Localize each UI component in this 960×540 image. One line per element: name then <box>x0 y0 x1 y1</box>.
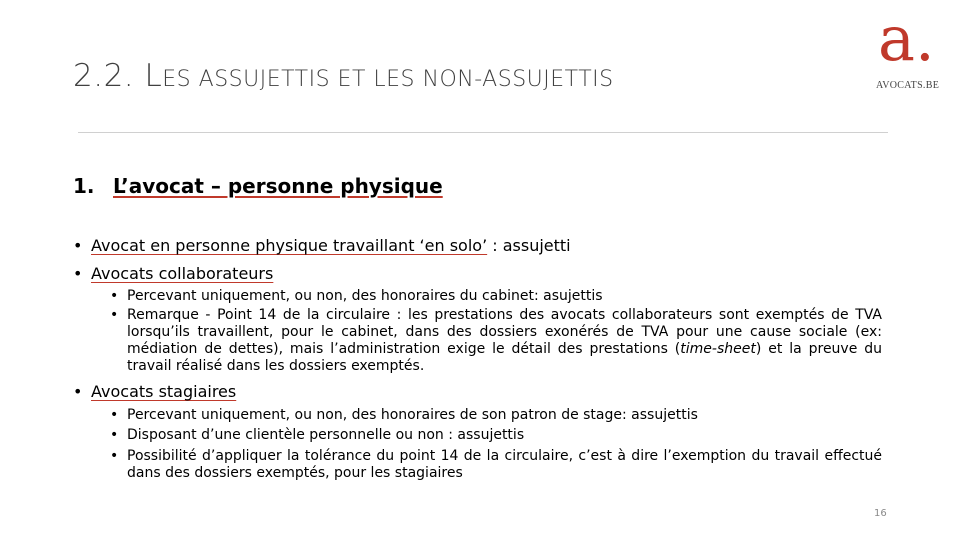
sub-bullet-stag-clientele <box>110 427 882 444</box>
logo-text: AVOCATS.BE <box>876 80 940 91</box>
heading-text: L’avocat – personne physique <box>113 174 443 198</box>
title-rest: ES ASSUJETTIS ET LES NON-ASSUJETTIS <box>162 67 614 92</box>
remarque-part1: Remarque - Point 14 de la circulaire : les prestations des avocats collaborateurs sont exemptés de TVA lorsqu’ils travaillent, pour le cabinet, dans des dossiers exonérés de TVA pour une cause sociale (ex: médiation de dettes), mais l’administration exige le détail des prestations ( <box>127 307 882 357</box>
bullet-stagiaires <box>73 382 236 401</box>
sub-bullet-collab-honoraires <box>110 288 882 305</box>
bullet-mark: • <box>73 382 83 401</box>
bullet-mark: • <box>73 236 83 255</box>
bullet-avocat-solo <box>73 236 571 255</box>
bullet-mark: • <box>110 448 119 464</box>
sub-bullet-text: Possibilité d’appliquer la tolérance du point 14 de la circulaire, c’est à dire l’exemption du travail effectué dans des dossiers exemptés, pour les stagiaires <box>127 448 882 481</box>
bullet-mark: • <box>110 427 119 443</box>
bullet-rest-text: : assujetti <box>487 236 571 255</box>
logo-mark: a. <box>878 2 935 75</box>
sub-bullet-collab-remarque <box>110 307 882 375</box>
avocats-logo <box>872 2 948 94</box>
bullet-collaborateurs <box>73 264 273 283</box>
sub-bullet-stag-honoraires <box>110 407 882 424</box>
title-divider <box>78 132 888 133</box>
sub-bullet-text: Disposant d’une clientèle personnelle ou non : assujettis <box>127 427 525 443</box>
remarque-italic: time-sheet <box>680 341 756 357</box>
section-heading <box>73 174 443 198</box>
bullet-label: Avocats collaborateurs <box>91 264 274 283</box>
bullet-mark: • <box>110 307 119 323</box>
sub-bullet-text <box>127 307 882 375</box>
sub-bullet-text: Percevant uniquement, ou non, des honoraires de son patron de stage: assujettis <box>127 407 698 423</box>
bullet-label: Avocats stagiaires <box>91 382 237 401</box>
page-number: 16 <box>874 508 887 519</box>
remarque-part2: ) et la preuve du travail réalisé dans les dossiers exemptés. <box>127 341 882 374</box>
bullet-mark: • <box>110 407 119 423</box>
title-prefix: 2.2. L <box>73 58 163 94</box>
sub-bullet-stag-tolerance <box>110 448 882 482</box>
slide-title <box>73 58 614 94</box>
heading-number: 1. <box>73 174 95 198</box>
bullet-mark: • <box>73 264 83 283</box>
bullet-underlined-text: Avocat en personne physique travaillant ‘en solo’ <box>91 236 488 255</box>
bullet-mark: • <box>110 288 119 304</box>
sub-bullet-text: Percevant uniquement, ou non, des honoraires du cabinet: asujettis <box>127 288 603 304</box>
